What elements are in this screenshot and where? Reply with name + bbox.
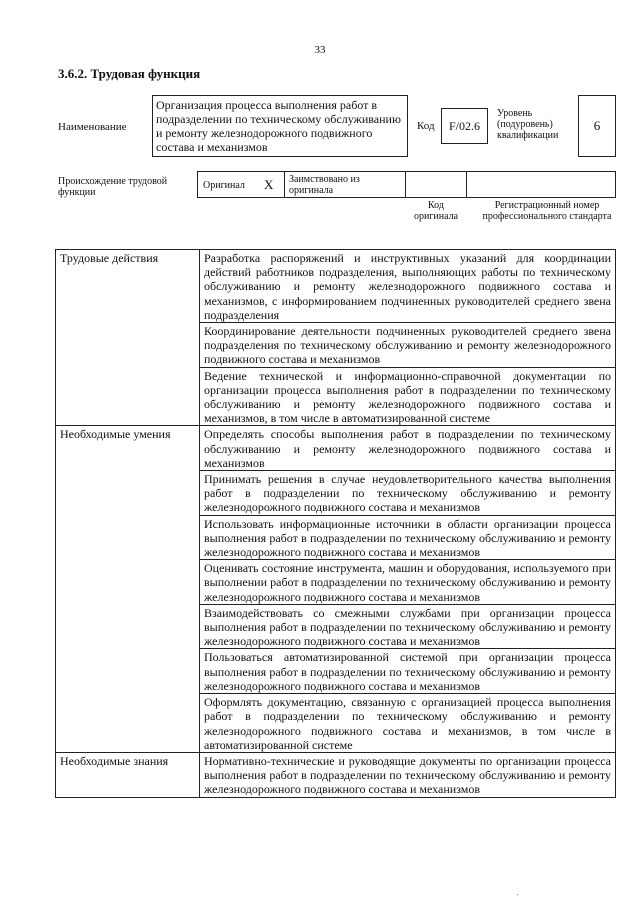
table-row	[56, 752, 616, 797]
original-code-cell	[405, 171, 467, 198]
table-cell: Использовать информационные источники в области организации процесса выполнения работ в подразделении по техническому обслуживанию и ремонту железнодорожного подвижного состава и механизмов	[200, 515, 616, 560]
page-number: 33	[314, 44, 326, 56]
table-cell: Определять способы выполнения работ в подразделении по техническому обслуживанию и ремонту железнодорожного подвижного состава и механизмов	[200, 426, 616, 471]
table-cell: Разработка распоряжений и инструктивных указаний для координации действий работников подразделения, выполняющих работы по техническому обслуживанию и ремонту железнодорожного подвижного состава и механизмов, с информированием подчиненных руководителей среднего звена подразделения	[200, 250, 616, 323]
registration-number-cell	[466, 171, 616, 198]
table-cell: Нормативно-технические и руководящие документы по организации процесса выполнения работ в подразделении по техническому обслуживанию и ремонту железнодорожного подвижного состава и механизмов	[200, 752, 616, 797]
name-label: Наименование	[58, 121, 127, 133]
table-cell: Принимать решения в случае неудовлетворительного качества выполнения работ в подразделении по техническому обслуживанию и ремонту железнодорожного подвижного состава и механизмов	[200, 471, 616, 516]
original-mark: X	[264, 177, 274, 192]
code-value: F/02.6	[448, 118, 480, 133]
original-label: Оригинал	[203, 180, 245, 191]
code-box	[441, 108, 488, 144]
table-row	[56, 426, 616, 471]
origin-label: Происхождение трудовой функции	[58, 176, 168, 198]
level-value: 6	[593, 118, 601, 133]
table-cell: Пользоваться автоматизированной системой при организации процесса выполнения работ в подразделении по техническому обслуживанию и ремонту железнодорожного подвижного состава и механизмов	[200, 649, 616, 694]
code-caption: Код оригинала	[413, 200, 459, 222]
row-heading-actions: Трудовые действия	[56, 250, 200, 426]
borrowed-cell	[284, 171, 406, 198]
level-label: Уровень (подуровень) квалификации	[497, 108, 559, 141]
registration-caption: Регистрационный номер профессионального стандарта	[482, 200, 612, 222]
function-name-box	[152, 95, 408, 157]
function-details-table	[55, 249, 616, 798]
table-cell: Взаимодействовать со смежными службами при организации процесса выполнения работ в подразделении по техническому обслуживанию и ремонту железнодорожного подвижного состава и механизмов	[200, 604, 616, 649]
section-title: 3.6.2. Трудовая функция	[58, 66, 201, 81]
code-label: Код	[417, 120, 435, 132]
table-cell: Ведение технической и информационно-справочной документации по организации процесса выполнения работ в подразделении по техническому обслуживанию и ремонту железнодорожного подвижного состава и механизмов, в том числе в автоматизированной системе	[200, 367, 616, 426]
level-box	[578, 95, 616, 157]
row-heading-skills: Необходимые умения	[56, 426, 200, 752]
table-cell: Оформлять документацию, связанную с организацией процесса выполнения работ в подразделении по техническому обслуживанию и ремонту железнодорожного подвижного состава и механизмов, в том числе в автоматизированной системе	[200, 694, 616, 753]
borrowed-label: Заимствовано из оригинала	[289, 174, 360, 196]
scan-dot	[517, 894, 518, 895]
row-heading-knowledge: Необходимые знания	[56, 752, 200, 797]
function-name-value: Организация процесса выполнения работ в подразделении по техническому обслуживанию и ремонту железнодорожного подвижного состава и механизмов	[156, 98, 401, 154]
original-cell	[197, 171, 285, 198]
table-row	[56, 250, 616, 323]
table-cell: Координирование деятельности подчиненных руководителей среднего звена подразделения по техническому обслуживанию и ремонту железнодорожного подвижного состава и механизмов	[200, 323, 616, 368]
table-cell: Оценивать состояние инструмента, машин и оборудования, используемого при выполнении работ в подразделении по техническому обслуживанию и ремонту железнодорожного подвижного состава и механизмов	[200, 560, 616, 605]
